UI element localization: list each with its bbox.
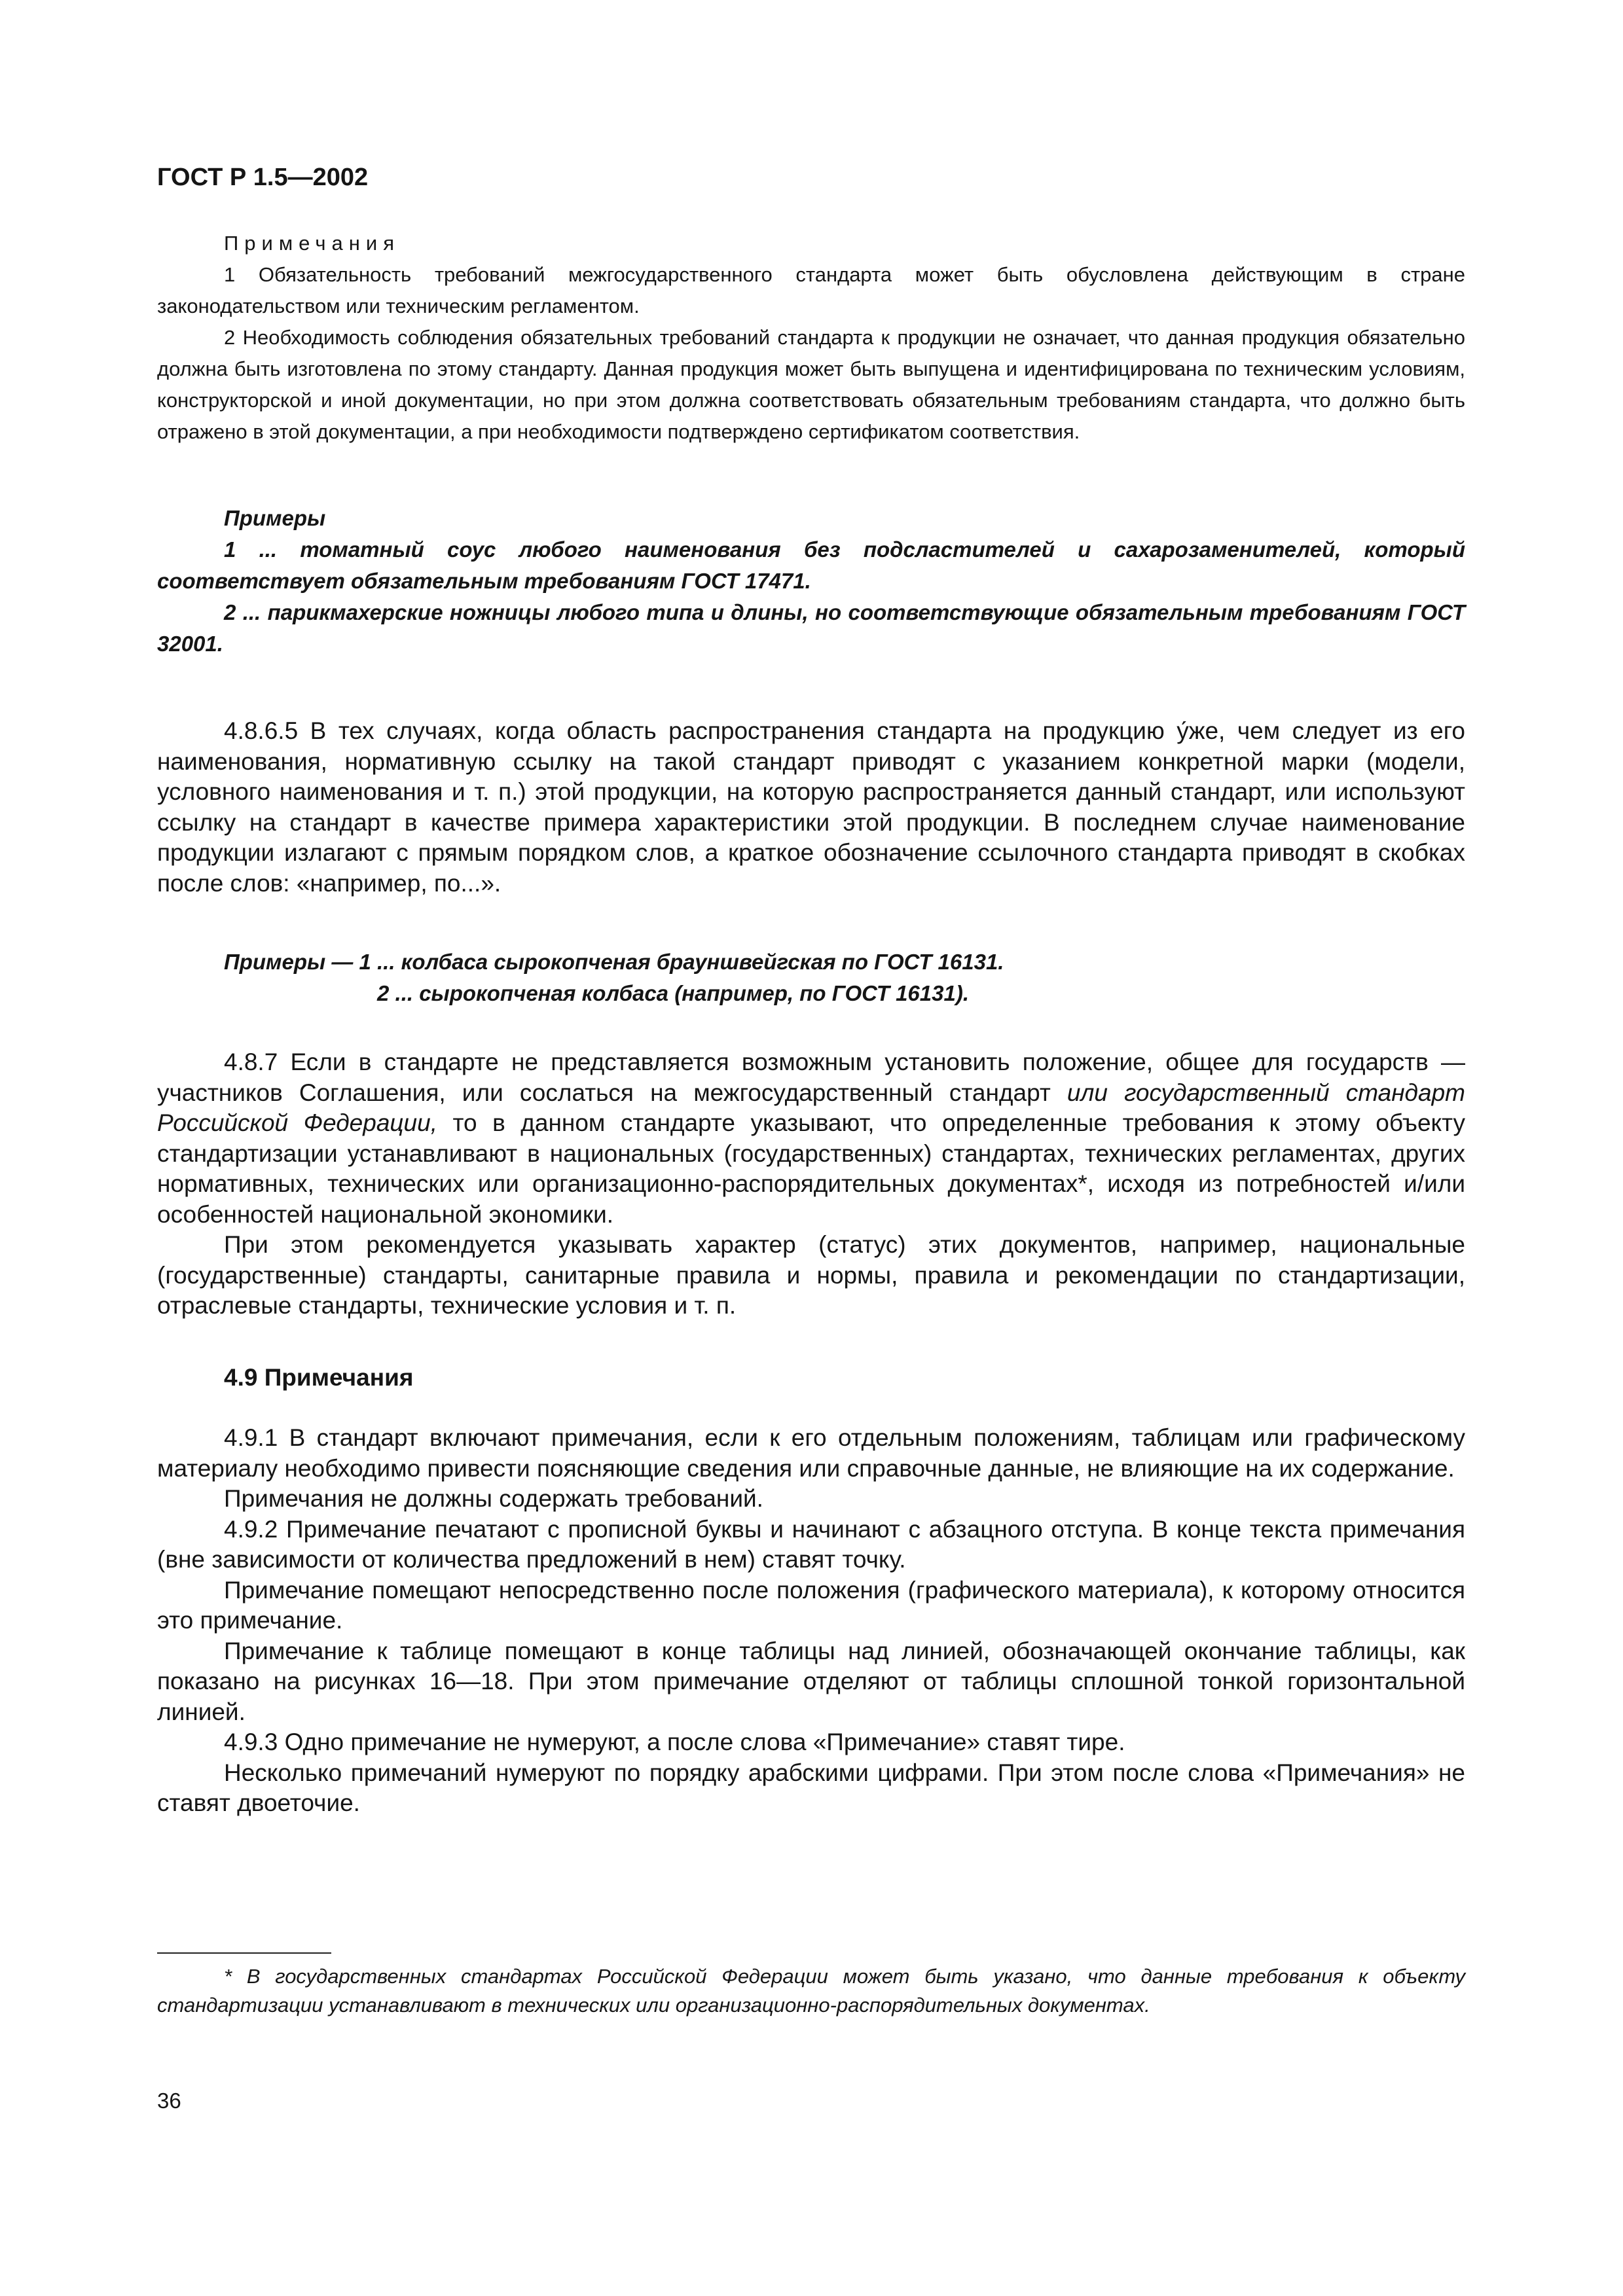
paragraph-text: Примечания не должны содержать требований. <box>224 1485 763 1512</box>
paragraph-text-end: то в данном стандарте указывают, что определенные требования к этому объекту стандартизации устанавливают в национальных (государственных) стандартах, технических регламентах, других нормативных, технических или организационно-распорядительных документах*, исходя из потребностей и/или особенностей национальной экономики. <box>157 1109 1465 1228</box>
examples-block <box>157 503 1465 660</box>
paragraph-text: 4.8.6.5 В тех случаях, когда область распространения стандарта на продукцию у́же, чем следует из его наименования, нормативную ссылку на такой стандарт приводят с указанием конкретной марки (модели, условного наименования и т. п.) этой продукции, на которую распространяется данный стандарт, или используют ссылку на стандарт в качестве примера характеристики этой продукции. В последнем случае наименование продукции излагают с прямым порядком слов, а краткое обозначение ссылочного стандарта приводят в скобках после слов: «например, по...». <box>157 717 1465 897</box>
paragraph-4-8-7 <box>157 1047 1465 1321</box>
footnote-divider <box>157 1952 331 1954</box>
paragraph-text: Несколько примечаний нумеруют по порядку арабскими цифрами. При этом после слова «Примечания» не ставят двоеточие. <box>157 1759 1465 1816</box>
footnote <box>157 1962 1465 2020</box>
document-header: ГОСТ Р 1.5—2002 <box>157 164 369 191</box>
section-heading: 4.9 Примечания <box>224 1364 414 1391</box>
paragraph-text: Примечание помещают непосредственно после положения (графического материала), к которому относится это примечание. <box>157 1576 1465 1634</box>
page-number: 36 <box>157 2089 181 2113</box>
notes-block <box>157 228 1465 448</box>
section-4-9-body <box>157 1423 1465 1819</box>
paragraph-text: Примечание к таблице помещают в конце таблицы над линией, обозначающей окончание таблицы, как показано на рисунках 16—18. При этом примечание отделяют от таблицы сплошной тонкой горизонтальной линией. <box>157 1637 1465 1725</box>
footnote-text: * В государственных стандартах Российской Федерации может быть указано, что данные требования к объекту стандартизации устанавливают в технических или организационно-распорядительных документах. <box>157 1965 1465 2017</box>
paragraph-text: 4.9.2 Примечание печатают с прописной буквы и начинают с абзацного отступа. В конце текста примечания (вне зависимости от количества предложений в нем) ставят точку. <box>157 1515 1465 1573</box>
examples-inline-block <box>157 946 1465 1009</box>
paragraph-4-8-6-5 <box>157 716 1465 899</box>
paragraph-text: 4.9.1 В стандарт включают примечания, если к его отдельным положениям, таблицам или графическому материалу необходимо привести поясняющие сведения или справочные данные, не влияющие на их содержание. <box>157 1424 1465 1482</box>
paragraph-text: 4.9.3 Одно примечание не нумеруют, а после слова «Примечание» ставят тире. <box>224 1729 1125 1755</box>
example-item: 2 ... парикмахерские ножницы любого типа и длины, но соответствующие обязательным требованиям ГОСТ 32001. <box>157 600 1465 656</box>
examples-title: Примеры <box>224 506 326 530</box>
example-line: Примеры — 1 ... колбаса сырокопченая брауншвейгская по ГОСТ 16131. <box>224 950 1004 974</box>
paragraph-text-start: 4.8.7 Если в стандарте не представляется возможным установить положение, общее для государств — участников Соглашения, или сослаться на межгосударственный стандарт <box>157 1049 1465 1106</box>
notes-title: Примечания <box>224 232 400 255</box>
paragraph-text <box>157 1047 1465 1230</box>
example-line: 2 ... сырокопченая колбаса (например, по ГОСТ 16131). <box>377 981 970 1005</box>
note-item: 1 Обязательность требований межгосударственного стандарта может быть обусловлена действующим в стране законодательством или техническим регламентом. <box>157 263 1465 317</box>
example-item: 1 ... томатный соус любого наименования без подсластителей и сахарозаменителей, который соответствует обязательным требованиям ГОСТ 17471. <box>157 537 1465 593</box>
paragraph-text: При этом рекомендуется указывать характер (статус) этих документов, например, национальные (государственные) стандарты, санитарные правила и нормы, правила и рекомендации по стандартизации, отраслевые стандарты, технические условия и т. п. <box>157 1231 1465 1319</box>
paragraph-text-italic: или государственный стандарт Российской Федерации, <box>157 1079 1465 1136</box>
note-item: 2 Необходимость соблюдения обязательных требований стандарта к продукции не означает, что данная продукция обязательно должна быть изготовлена по этому стандарту. Данная продукция может быть выпущена и идентифицирована по техническим условиям, конструкторской и иной документации, но при этом должна соответствовать обязательным требованиям стандарта, что должно быть отражено в этой документации, а при необходимости подтверждено сертификатом соответствия. <box>157 326 1465 443</box>
